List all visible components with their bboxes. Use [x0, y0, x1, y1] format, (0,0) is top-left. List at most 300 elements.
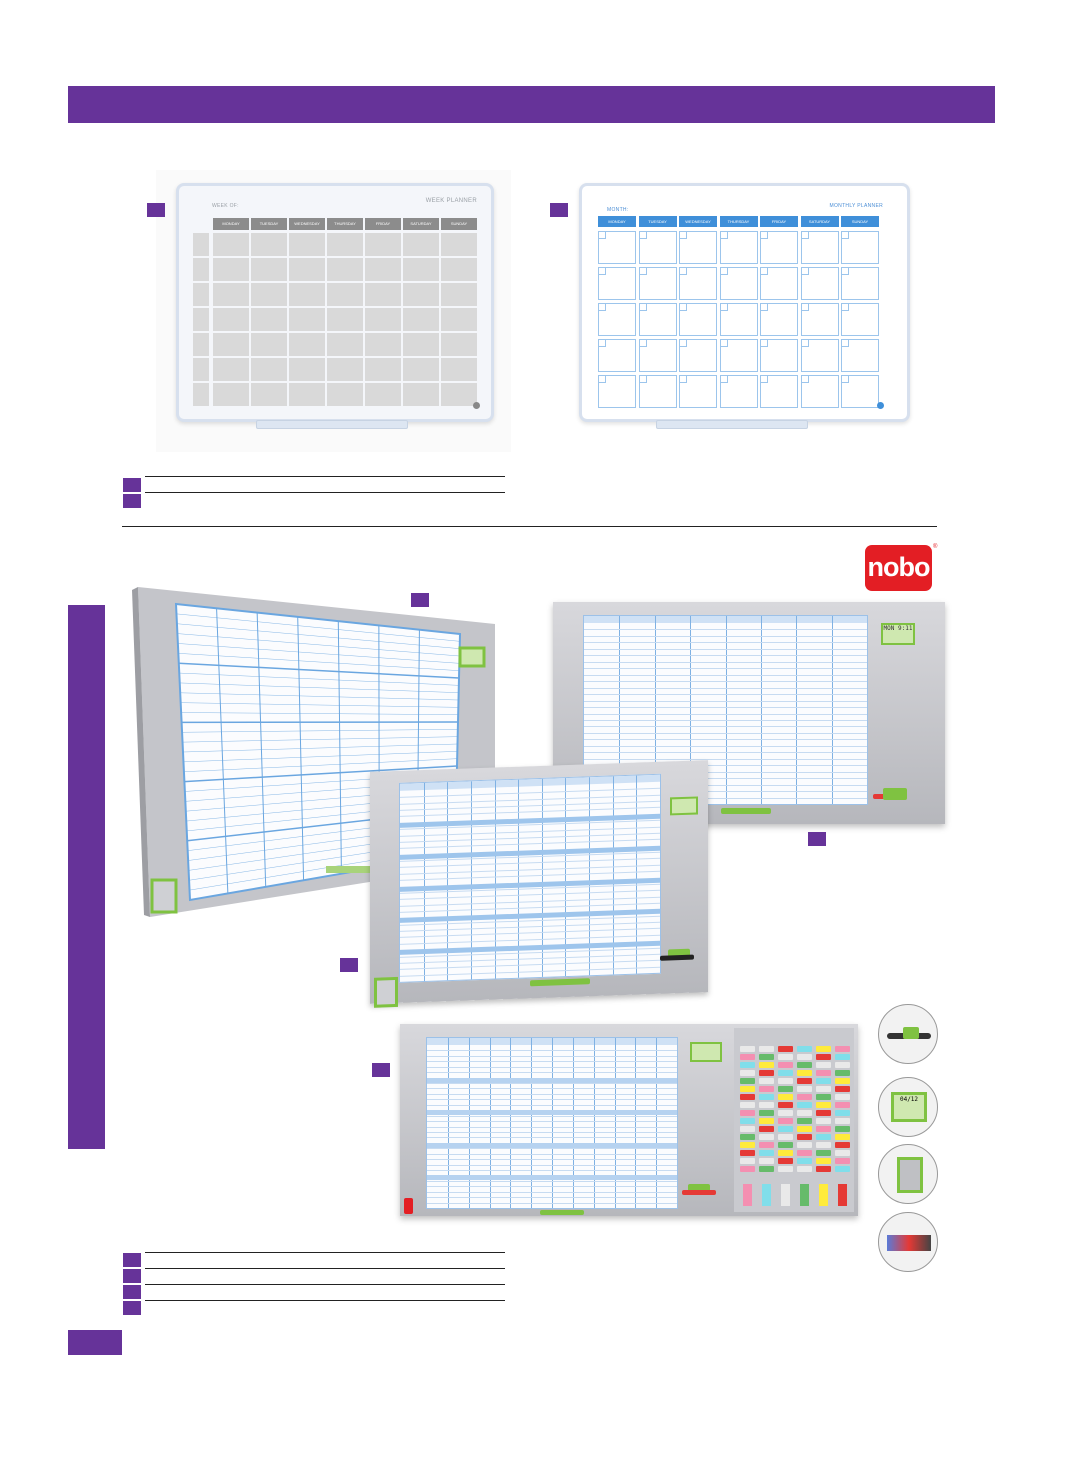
t-card: [816, 1078, 831, 1084]
month-cell: [841, 231, 879, 264]
t-card: [816, 1046, 831, 1052]
t-card: [778, 1078, 793, 1084]
grid-line: [469, 1038, 470, 1208]
grid-line: [584, 668, 867, 669]
t-card: [759, 1166, 774, 1172]
month-day-header: FRIDAY: [760, 216, 798, 227]
grid-line: [427, 1099, 677, 1100]
tcard-panel: [734, 1028, 854, 1212]
t-card: [835, 1054, 850, 1060]
grid-line: [427, 1192, 677, 1193]
t-card: [778, 1062, 793, 1068]
grid-line: [427, 1105, 677, 1106]
list-line: [145, 1252, 505, 1253]
grid-line: [427, 1148, 677, 1149]
clock-time: MON 9:11: [883, 625, 913, 632]
month-cell: [720, 231, 758, 264]
t-card: [835, 1126, 850, 1132]
week-row-label: [193, 258, 209, 281]
grid-line: [427, 1067, 677, 1068]
grid-line: [761, 616, 762, 804]
week-cell: [251, 383, 287, 406]
grid-line: [427, 1137, 677, 1138]
t-card: [740, 1150, 755, 1156]
week-cell: [365, 333, 401, 356]
t-card: [797, 1118, 812, 1124]
month-cell: [841, 303, 879, 336]
week-cell: [251, 283, 287, 306]
t-card: [816, 1166, 831, 1172]
week-cell: [441, 333, 477, 356]
grid-line: [584, 720, 867, 721]
detail-clock-time: 04/12: [899, 1096, 919, 1103]
week-cell: [213, 358, 249, 381]
t-card: [816, 1118, 831, 1124]
month-cell: [639, 267, 677, 300]
week-cell: [365, 258, 401, 281]
t-card: [797, 1062, 812, 1068]
t-card: [797, 1166, 812, 1172]
week-day-header: SUNDAY: [441, 218, 477, 230]
t-card: [816, 1126, 831, 1132]
grid-line: [427, 1159, 677, 1160]
week-cell: [441, 283, 477, 306]
week-cell: [251, 333, 287, 356]
week-cell: [213, 308, 249, 331]
grid-line: [427, 1061, 677, 1062]
week-cell: [327, 358, 363, 381]
grid-line: [796, 616, 797, 804]
week-cell: [327, 258, 363, 281]
t-card: [778, 1142, 793, 1148]
week-day-header: TUESDAY: [251, 218, 287, 230]
t-card: [835, 1166, 850, 1172]
week-row-label: [193, 358, 209, 381]
marker-red: [682, 1190, 716, 1195]
grid-line: [584, 701, 867, 702]
t-card: [759, 1094, 774, 1100]
t-card: [797, 1046, 812, 1052]
t-card: [740, 1102, 755, 1108]
t-card: [759, 1062, 774, 1068]
week-cell: [441, 233, 477, 256]
t-card: [740, 1126, 755, 1132]
grid-line: [427, 1143, 677, 1148]
grid-line: [832, 616, 833, 804]
week-row-label: [193, 283, 209, 306]
t-card: [816, 1142, 831, 1148]
t-card: [797, 1110, 812, 1116]
t-card: [740, 1134, 755, 1140]
detail-digital-clock: [878, 1077, 938, 1137]
t-card: [778, 1134, 793, 1140]
digital-clock: [881, 623, 915, 645]
grid-line: [427, 1127, 677, 1128]
t-card-stem: [819, 1184, 828, 1206]
t-card: [835, 1158, 850, 1164]
grid-line: [427, 1170, 677, 1171]
t-card: [835, 1142, 850, 1148]
product-tag-monthly-planner: [550, 203, 568, 217]
week-cell: [251, 258, 287, 281]
grid-header: [400, 775, 660, 791]
week-cell: [365, 233, 401, 256]
yearly-board-sheet: [399, 774, 661, 983]
t-card: [740, 1142, 755, 1148]
grid-line: [427, 1078, 677, 1083]
month-cell: [639, 303, 677, 336]
product-tag-yearly-board: [340, 958, 358, 972]
week-planner-tray: [256, 420, 408, 429]
grid-line: [584, 759, 867, 760]
week-cell: [327, 383, 363, 406]
week-cell: [213, 233, 249, 256]
week-row-label: [193, 383, 209, 406]
grid-line: [427, 1116, 677, 1117]
month-cell: [841, 267, 879, 300]
week-cell: [213, 283, 249, 306]
t-card: [740, 1166, 755, 1172]
grid-line: [584, 655, 867, 656]
section-header-bar: [68, 86, 995, 123]
magnet-icon: [877, 402, 884, 409]
month-cell: [598, 339, 636, 372]
side-category-bar: [68, 605, 105, 1149]
t-card-stem: [781, 1184, 790, 1206]
week-row-label: [193, 308, 209, 331]
month-cell: [598, 267, 636, 300]
month-cell: [598, 375, 636, 408]
month-cell: [639, 339, 677, 372]
t-card: [778, 1158, 793, 1164]
grid-line: [427, 1181, 677, 1182]
t-card: [797, 1134, 812, 1140]
grid-line: [594, 1038, 595, 1208]
month-day-header: MONDAY: [598, 216, 636, 227]
t-card: [778, 1166, 793, 1172]
month-cell: [801, 267, 839, 300]
week-day-header: SATURDAY: [403, 218, 439, 230]
grid-line: [427, 1110, 677, 1115]
t-card: [759, 1102, 774, 1108]
grid-line: [427, 1132, 677, 1133]
month-cell: [760, 231, 798, 264]
t-card: [835, 1094, 850, 1100]
t-card: [816, 1102, 831, 1108]
month-day-header: SUNDAY: [841, 216, 879, 227]
t-card: [835, 1110, 850, 1116]
t-card: [740, 1062, 755, 1068]
monthly-planner-board: [579, 183, 910, 422]
grid-line: [427, 1083, 677, 1084]
monthly-planner-grid: [598, 216, 881, 408]
t-card: [740, 1054, 755, 1060]
t-card: [740, 1094, 755, 1100]
list-line: [145, 476, 505, 477]
grid-line: [656, 1038, 657, 1208]
t-card: [759, 1134, 774, 1140]
t-card: [778, 1110, 793, 1116]
nobo-logo-small: [404, 1198, 413, 1214]
week-cell: [403, 233, 439, 256]
grid-line: [584, 649, 867, 650]
grid-line: [584, 688, 867, 689]
magnet-icon: [473, 402, 480, 409]
list-line: [145, 1300, 505, 1301]
week-day-header: WEDNESDAY: [289, 218, 325, 230]
month-cell: [720, 267, 758, 300]
grid-line: [573, 1038, 574, 1208]
month-cell: [760, 267, 798, 300]
t-card: [740, 1070, 755, 1076]
grid-line: [427, 1197, 677, 1198]
tcard-planning-board: [400, 1024, 858, 1216]
t-card: [835, 1046, 850, 1052]
t-card: [797, 1070, 812, 1076]
tcard-board-sheet: [426, 1037, 678, 1209]
t-card-stem: [800, 1184, 809, 1206]
t-card: [740, 1078, 755, 1084]
t-card: [835, 1086, 850, 1092]
week-cell: [441, 308, 477, 331]
week-planner-grid: [193, 218, 478, 408]
grid-line: [584, 675, 867, 676]
week-cell: [213, 333, 249, 356]
month-day-header: TUESDAY: [639, 216, 677, 227]
grid-line: [635, 1038, 636, 1208]
t-card: [797, 1102, 812, 1108]
month-cell: [720, 339, 758, 372]
week-cell: [289, 258, 325, 281]
product-tag-tcard-board: [372, 1063, 390, 1077]
t-card: [740, 1118, 755, 1124]
t-card: [759, 1086, 774, 1092]
t-card: [778, 1150, 793, 1156]
grid-line: [584, 714, 867, 715]
grid-line: [584, 636, 867, 637]
list-line: [145, 1284, 505, 1285]
t-card: [759, 1118, 774, 1124]
list-tag: [123, 1269, 141, 1283]
list-tag: [123, 1301, 141, 1315]
month-cell: [679, 339, 717, 372]
t-card: [759, 1142, 774, 1148]
grid-line: [427, 1203, 677, 1204]
week-cell: [213, 383, 249, 406]
yearly-board: [370, 760, 708, 1004]
t-card: [759, 1150, 774, 1156]
t-card: [835, 1118, 850, 1124]
detail-marker-holder: [878, 1004, 938, 1064]
month-cell: [679, 375, 717, 408]
month-day-header: THURSDAY: [720, 216, 758, 227]
grid-line: [490, 1038, 491, 1208]
t-card: [816, 1110, 831, 1116]
board-tray: [530, 978, 590, 986]
t-card: [835, 1070, 850, 1076]
monthly-planner-title: MONTHLY PLANNER: [829, 203, 883, 209]
month-cell: [598, 303, 636, 336]
week-day-header: FRIDAY: [365, 218, 401, 230]
t-card: [778, 1102, 793, 1108]
grid-line: [427, 1165, 677, 1166]
grid-line: [427, 1094, 677, 1095]
t-card: [797, 1094, 812, 1100]
t-card: [816, 1158, 831, 1164]
t-card: [759, 1070, 774, 1076]
t-card: [778, 1054, 793, 1060]
month-cell: [841, 375, 879, 408]
grid-line: [584, 642, 867, 643]
t-card: [835, 1062, 850, 1068]
grid-line: [584, 694, 867, 695]
list-tag: [123, 1285, 141, 1299]
week-cell: [403, 383, 439, 406]
week-cell: [251, 358, 287, 381]
month-cell: [598, 231, 636, 264]
t-card: [740, 1110, 755, 1116]
t-card: [816, 1134, 831, 1140]
t-card: [778, 1094, 793, 1100]
week-cell: [365, 383, 401, 406]
month-cell: [760, 339, 798, 372]
t-card: [759, 1110, 774, 1116]
list-tag: [123, 478, 141, 492]
section-divider: [122, 526, 937, 527]
month-day-header: WEDNESDAY: [679, 216, 717, 227]
list-line: [145, 1268, 505, 1269]
digital-clock: [690, 1042, 722, 1062]
month-cell: [801, 303, 839, 336]
t-card: [816, 1054, 831, 1060]
week-cell: [251, 308, 287, 331]
week-cell: [327, 333, 363, 356]
week-cell: [289, 283, 325, 306]
product-tag-week-planner: [147, 203, 165, 217]
t-card: [740, 1046, 755, 1052]
grid-line: [584, 681, 867, 682]
month-cell: [760, 375, 798, 408]
board-tray: [721, 808, 771, 814]
t-card: [835, 1102, 850, 1108]
week-cell: [403, 308, 439, 331]
t-card: [816, 1070, 831, 1076]
grid-line: [427, 1056, 677, 1057]
month-cell: [679, 303, 717, 336]
t-card: [797, 1126, 812, 1132]
grid-line: [726, 616, 727, 804]
t-card: [778, 1126, 793, 1132]
week-cell: [289, 358, 325, 381]
board-tray: [540, 1210, 584, 1215]
t-card: [797, 1158, 812, 1164]
nobo-logo: nobo: [865, 545, 932, 591]
list-tag: [123, 494, 141, 508]
grid-line: [584, 733, 867, 734]
eraser-holder: [374, 977, 398, 1008]
grid-line: [584, 707, 867, 708]
month-cell: [720, 303, 758, 336]
month-cell: [720, 375, 758, 408]
t-card: [797, 1150, 812, 1156]
t-card: [759, 1158, 774, 1164]
page-number-tab: [68, 1330, 122, 1355]
week-cell: [403, 258, 439, 281]
week-cell: [327, 233, 363, 256]
week-cell: [289, 233, 325, 256]
t-card: [816, 1086, 831, 1092]
week-cell: [213, 258, 249, 281]
grid-line: [584, 739, 867, 740]
month-day-header: SATURDAY: [801, 216, 839, 227]
grid-line: [584, 726, 867, 727]
month-cell: [639, 231, 677, 264]
grid-line: [510, 1038, 511, 1208]
week-cell: [289, 383, 325, 406]
t-card-stem: [838, 1184, 847, 1206]
week-day-header: MONDAY: [213, 218, 249, 230]
t-card: [816, 1150, 831, 1156]
week-cell: [289, 308, 325, 331]
week-row-label: [193, 233, 209, 256]
grid-line: [584, 746, 867, 747]
t-card: [759, 1126, 774, 1132]
marker-holder: [883, 788, 907, 800]
month-cell: [639, 375, 677, 408]
registered-mark: ®: [933, 544, 938, 550]
marker-black: [660, 955, 694, 961]
grid-line: [584, 752, 867, 753]
month-cell: [841, 339, 879, 372]
week-cell: [327, 308, 363, 331]
grid-line: [615, 1038, 616, 1208]
week-cell: [403, 358, 439, 381]
grid-line: [552, 1038, 553, 1208]
t-card: [778, 1046, 793, 1052]
week-cell: [289, 333, 325, 356]
week-cell: [365, 283, 401, 306]
grid-line: [448, 1038, 449, 1208]
month-cell: [679, 231, 717, 264]
week-cell: [441, 258, 477, 281]
t-card: [759, 1054, 774, 1060]
t-card: [816, 1062, 831, 1068]
week-row-label: [193, 333, 209, 356]
week-cell: [327, 283, 363, 306]
detail-eraser-holder: [878, 1144, 938, 1204]
t-card-stem: [743, 1184, 752, 1206]
t-card: [835, 1134, 850, 1140]
grid-line: [427, 1050, 677, 1051]
t-card: [816, 1094, 831, 1100]
t-card: [835, 1150, 850, 1156]
week-cell: [441, 358, 477, 381]
t-card: [759, 1078, 774, 1084]
week-of-label: WEEK OF:: [212, 203, 239, 209]
month-cell: [801, 339, 839, 372]
week-cell: [365, 358, 401, 381]
grid-line: [584, 662, 867, 663]
month-label: MONTH:: [607, 207, 629, 213]
list-tag: [123, 1253, 141, 1267]
t-card: [778, 1070, 793, 1076]
month-cell: [679, 267, 717, 300]
month-cell: [801, 231, 839, 264]
week-cell: [365, 308, 401, 331]
t-card: [835, 1078, 850, 1084]
grid-line: [427, 1088, 677, 1089]
t-card: [797, 1086, 812, 1092]
